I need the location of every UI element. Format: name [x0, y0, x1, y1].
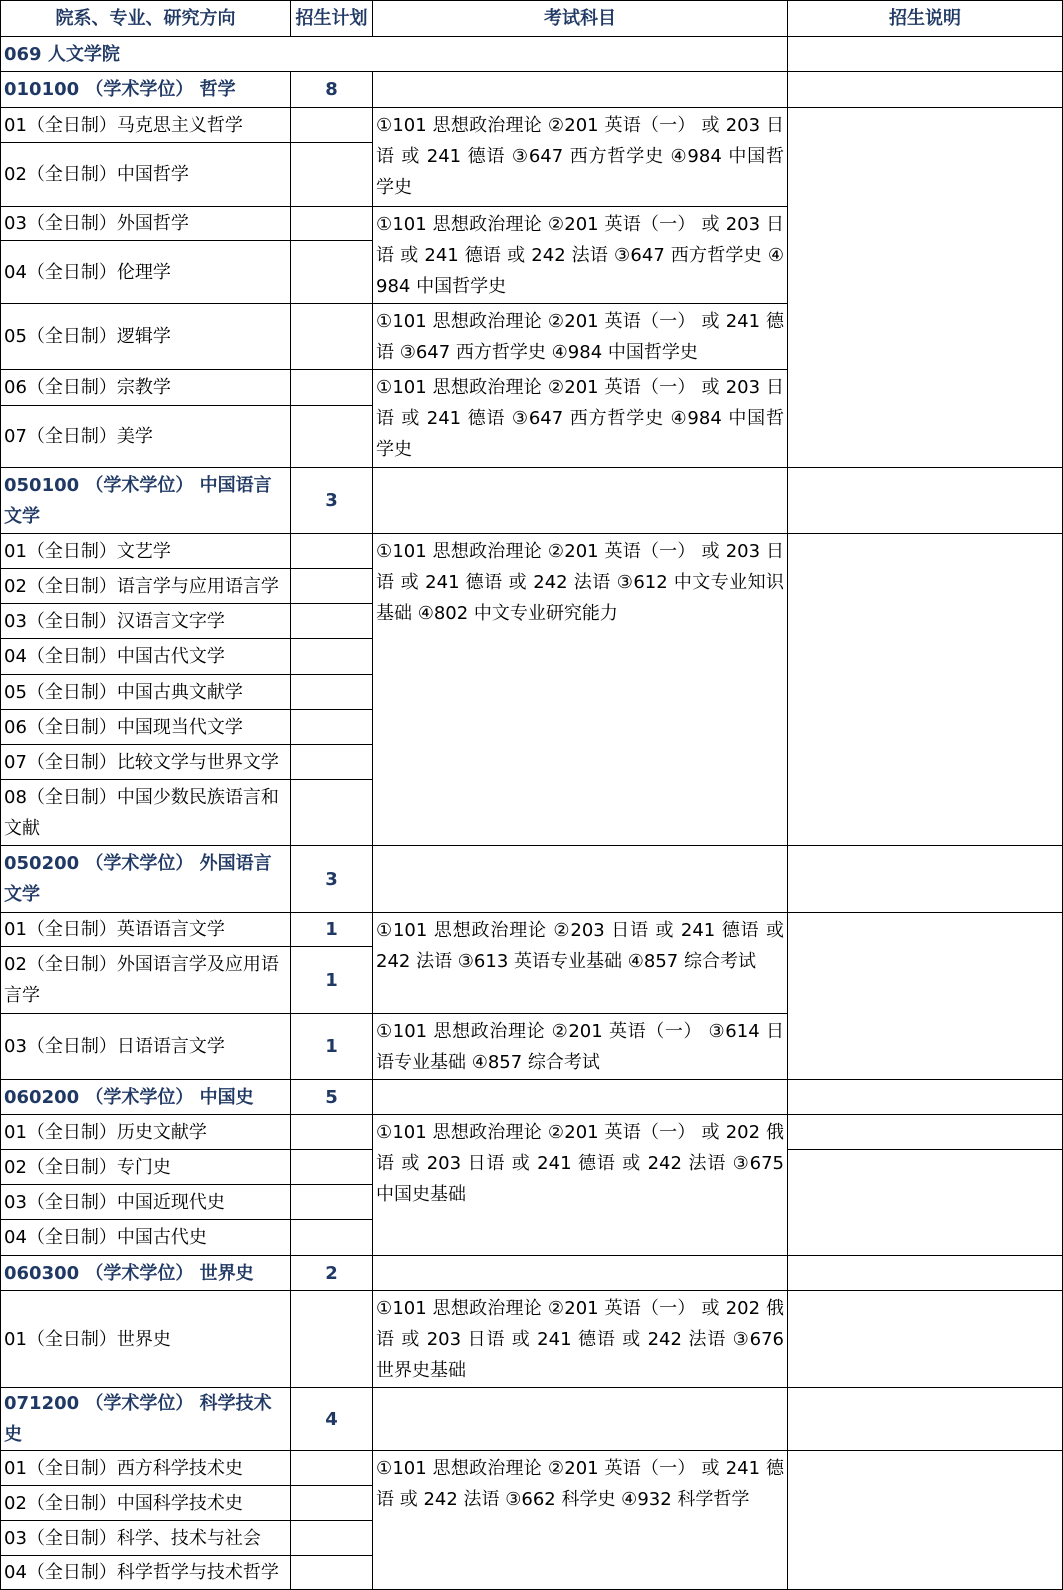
header-direction: 院系、专业、研究方向	[1, 1, 291, 37]
direction-name: 02（全日制）语言学与应用语言学	[1, 569, 291, 604]
direction-name: 05（全日制）逻辑学	[1, 304, 291, 370]
program-plan: 3	[291, 468, 373, 534]
direction-name: 01（全日制）世界史	[1, 1291, 291, 1388]
direction-plan	[291, 207, 373, 241]
program-plan: 3	[291, 846, 373, 913]
direction-name: 03（全日制）外国哲学	[1, 207, 291, 241]
direction-name: 06（全日制）宗教学	[1, 370, 291, 406]
notes-cell	[788, 1080, 1063, 1115]
direction-row	[1, 913, 1063, 947]
program-title: 050100 （学术学位） 中国语言文学	[1, 468, 291, 534]
exam-subjects: ①101 思想政治理论 ②201 英语（一） 或 203 日语 或 241 德语 ③647 西方哲学史 ④984 中国哲学史	[373, 370, 788, 468]
program-title: 060200 （学术学位） 中国史	[1, 1080, 291, 1115]
exam-subjects: ①101 思想政治理论 ②201 英语（一） 或 241 德语 ③647 西方哲学史 ④984 中国哲学史	[373, 304, 788, 370]
exam-subjects: ①101 思想政治理论 ②201 英语（一） 或 203 日语 或 241 德语 或 242 法语 ③612 中文专业知识基础 ④802 中文专业研究能力	[373, 534, 788, 846]
program-title: 050200 （学术学位） 外国语言文学	[1, 846, 291, 913]
direction-plan	[291, 534, 373, 569]
header-notes: 招生说明	[788, 1, 1063, 37]
program-subjects	[373, 1080, 788, 1115]
direction-row	[1, 534, 1063, 569]
program-row	[1, 72, 1063, 108]
exam-subjects: ①101 思想政治理论 ②201 英语（一） 或 203 日语 或 241 德语 ③647 西方哲学史 ④984 中国哲学史	[373, 108, 788, 207]
direction-name: 02（全日制）外国语言学及应用语言学	[1, 947, 291, 1014]
direction-name: 01（全日制）英语语言文学	[1, 913, 291, 947]
program-plan: 5	[291, 1080, 373, 1115]
direction-plan	[291, 1115, 373, 1150]
direction-plan	[291, 604, 373, 639]
program-plan: 2	[291, 1256, 373, 1291]
direction-row	[1, 1115, 1063, 1150]
exam-subjects: ①101 思想政治理论 ②201 英语（一） 或 203 日语 或 241 德语 或 242 法语 ③647 西方哲学史 ④984 中国哲学史	[373, 207, 788, 304]
program-subjects	[373, 846, 788, 913]
direction-name: 06（全日制）中国现当代文学	[1, 710, 291, 745]
direction-name: 02（全日制）专门史	[1, 1150, 291, 1185]
notes-cell	[788, 1388, 1063, 1451]
exam-subjects: ①101 思想政治理论 ②201 英语（一） ③614 日语专业基础 ④857 综合考试	[373, 1014, 788, 1080]
direction-plan	[291, 143, 373, 207]
direction-plan	[291, 780, 373, 846]
notes-cell	[788, 534, 1063, 846]
direction-plan	[291, 241, 373, 304]
exam-subjects: ①101 思想政治理论 ②203 日语 或 241 德语 或 242 法语 ③613 英语专业基础 ④857 综合考试	[373, 913, 788, 1014]
direction-plan	[291, 1150, 373, 1185]
direction-name: 03（全日制）科学、技术与社会	[1, 1521, 291, 1556]
notes-cell	[788, 1256, 1063, 1291]
direction-name: 03（全日制）中国近现代史	[1, 1185, 291, 1220]
program-title: 010100 （学术学位） 哲学	[1, 72, 291, 108]
direction-plan	[291, 370, 373, 406]
notes-cell	[788, 468, 1063, 534]
direction-plan	[291, 639, 373, 675]
program-title: 071200 （学术学位） 科学技术史	[1, 1388, 291, 1451]
notes-cell	[788, 37, 1063, 72]
direction-plan: 1	[291, 913, 373, 947]
header-row	[1, 1, 1063, 37]
program-row	[1, 468, 1063, 534]
notes-cell	[788, 108, 1063, 468]
direction-plan: 1	[291, 947, 373, 1014]
direction-plan	[291, 1185, 373, 1220]
exam-subjects: ①101 思想政治理论 ②201 英语（一） 或 202 俄语 或 203 日语 或 241 德语 或 242 法语 ③676 世界史基础	[373, 1291, 788, 1388]
direction-name: 07（全日制）美学	[1, 406, 291, 468]
direction-name: 04（全日制）科学哲学与技术哲学	[1, 1556, 291, 1590]
direction-name: 04（全日制）伦理学	[1, 241, 291, 304]
notes-cell	[788, 1150, 1063, 1256]
direction-plan	[291, 406, 373, 468]
direction-name: 01（全日制）西方科学技术史	[1, 1451, 291, 1486]
direction-row	[1, 108, 1063, 143]
header-plan: 招生计划	[291, 1, 373, 37]
college-row	[1, 37, 1063, 72]
direction-row	[1, 1291, 1063, 1388]
direction-plan	[291, 745, 373, 780]
direction-name: 07（全日制）比较文学与世界文学	[1, 745, 291, 780]
program-subjects	[373, 72, 788, 108]
notes-cell	[788, 1291, 1063, 1388]
direction-plan	[291, 710, 373, 745]
direction-name: 03（全日制）日语语言文学	[1, 1014, 291, 1080]
direction-name: 04（全日制）中国古代文学	[1, 639, 291, 675]
direction-name: 04（全日制）中国古代史	[1, 1220, 291, 1256]
exam-subjects: ①101 思想政治理论 ②201 英语（一） 或 241 德语 或 242 法语 ③662 科学史 ④932 科学哲学	[373, 1451, 788, 1590]
notes-cell	[788, 913, 1063, 1080]
program-title: 060300 （学术学位） 世界史	[1, 1256, 291, 1291]
notes-cell	[788, 72, 1063, 108]
direction-plan	[291, 1451, 373, 1486]
direction-name: 01（全日制）马克思主义哲学	[1, 108, 291, 143]
direction-name: 05（全日制）中国古典文献学	[1, 675, 291, 710]
direction-plan	[291, 1521, 373, 1556]
header-subjects: 考试科目	[373, 1, 788, 37]
direction-name: 03（全日制）汉语言文字学	[1, 604, 291, 639]
program-subjects	[373, 1256, 788, 1291]
program-row	[1, 1388, 1063, 1451]
college-name: 069 人文学院	[1, 37, 788, 72]
program-subjects	[373, 468, 788, 534]
direction-plan	[291, 304, 373, 370]
direction-name: 02（全日制）中国科学技术史	[1, 1486, 291, 1521]
program-row	[1, 1080, 1063, 1115]
program-row	[1, 1256, 1063, 1291]
direction-plan	[291, 675, 373, 710]
direction-name: 08（全日制）中国少数民族语言和文献	[1, 780, 291, 846]
notes-cell	[788, 1115, 1063, 1150]
exam-subjects: ①101 思想政治理论 ②201 英语（一） 或 202 俄语 或 203 日语 或 241 德语 或 242 法语 ③675 中国史基础	[373, 1115, 788, 1256]
direction-row	[1, 1451, 1063, 1486]
direction-plan	[291, 1556, 373, 1590]
program-plan: 8	[291, 72, 373, 108]
direction-plan	[291, 1291, 373, 1388]
direction-plan	[291, 1220, 373, 1256]
direction-plan: 1	[291, 1014, 373, 1080]
direction-plan	[291, 1486, 373, 1521]
program-plan: 4	[291, 1388, 373, 1451]
direction-plan	[291, 569, 373, 604]
program-subjects	[373, 1388, 788, 1451]
program-row	[1, 846, 1063, 913]
direction-name: 02（全日制）中国哲学	[1, 143, 291, 207]
notes-cell	[788, 1451, 1063, 1590]
direction-name: 01（全日制）历史文献学	[1, 1115, 291, 1150]
direction-name: 01（全日制）文艺学	[1, 534, 291, 569]
notes-cell	[788, 846, 1063, 913]
direction-plan	[291, 108, 373, 143]
